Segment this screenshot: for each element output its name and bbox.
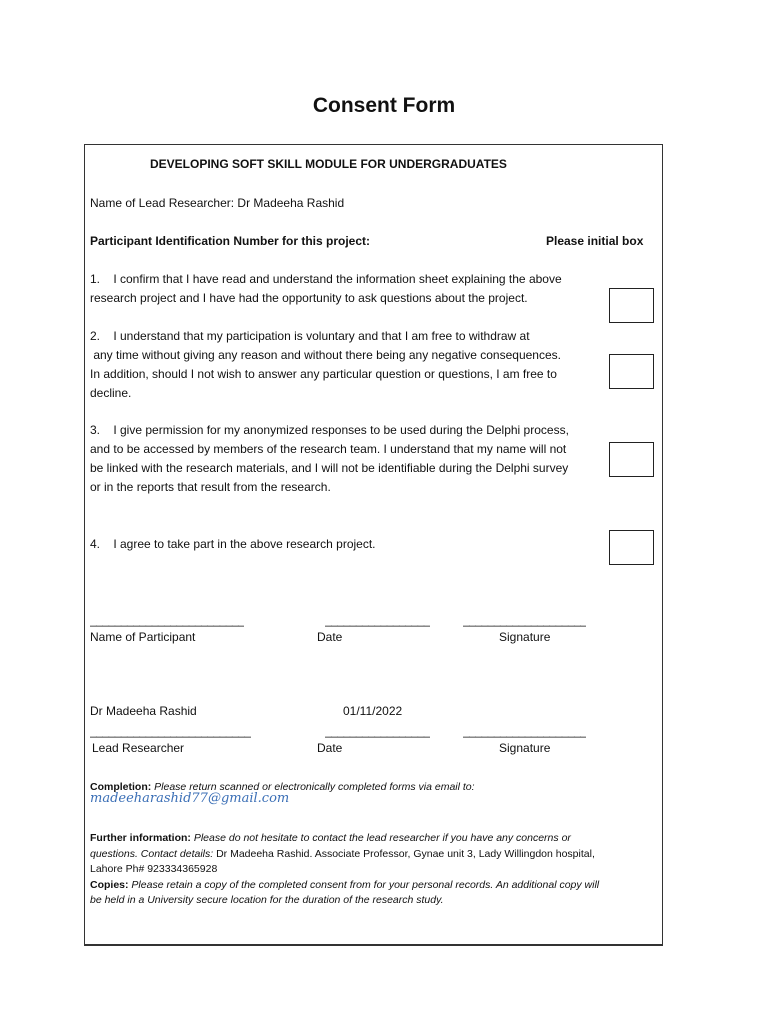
copies-label: Copies: [90, 879, 129, 891]
statement-2-line-2: any time without giving any reason and without there being any negative consequences. [90, 348, 561, 362]
completion-email-link[interactable]: madeeharashid77@gmail.com [90, 791, 290, 806]
lead-researcher-name: Name of Lead Researcher: Dr Madeeha Rashid [90, 196, 345, 210]
completion-label: Completion: [90, 781, 152, 793]
researcher-name-line: __________________________ [90, 724, 251, 738]
researcher-date-value: 01/11/2022 [343, 704, 403, 718]
participant-signature-label: Signature [499, 630, 551, 644]
researcher-date-line: _________________ [325, 724, 430, 738]
further-info-line-1 [90, 830, 571, 846]
initial-box-2[interactable] [609, 354, 654, 389]
initial-box-label: Please initial box [546, 234, 644, 248]
further-info-line-2 [90, 846, 595, 862]
copies-text-1: Please retain a copy of the completed consent from for your personal records. An additional copy will [128, 879, 600, 891]
statement-3-line-2: and to be accessed by members of the research team. I understand that my name will not [90, 442, 567, 456]
participant-name-line[interactable]: _________________________ [90, 613, 245, 627]
further-info-text-1: Please do not hesitate to contact the lead researcher if you have any concerns or [190, 832, 571, 844]
completion-text: Please return scanned or electronically completed forms via email to: [151, 781, 475, 793]
form-title: Consent Form [312, 94, 456, 117]
copies-line-1 [90, 877, 599, 893]
statement-2-line-1: 2. I understand that my participation is voluntary and that I am free to withdraw at [90, 329, 530, 343]
copies-line-2: be held in a University secure location for the duration of the research study. [90, 894, 444, 906]
researcher-signature-line[interactable]: ____________________ [463, 724, 587, 738]
researcher-signature-label: Signature [499, 741, 551, 755]
statement-2-line-3: In addition, should I not wish to answer any particular question or questions, I am free to [90, 367, 557, 381]
statement-3-line-3: be linked with the research materials, and I will not be identifiable during the Delphi survey [90, 461, 569, 475]
researcher-name-value: Dr Madeeha Rashid [90, 704, 197, 718]
statement-3-line-4: or in the reports that result from the research. [90, 480, 331, 494]
further-info-line-3: Lahore Ph# 923334365928 [90, 863, 218, 875]
statement-1-line-1: 1. I confirm that I have read and understand the information sheet explaining the above [90, 272, 562, 286]
researcher-role-label: Lead Researcher [92, 741, 185, 755]
further-info-text-2: questions. Contact details: [90, 848, 214, 860]
study-title: DEVELOPING SOFT SKILL MODULE FOR UNDERGRADUATES [150, 157, 507, 171]
participant-name-label: Name of Participant [90, 630, 196, 644]
participant-date-line[interactable]: _________________ [325, 613, 430, 627]
statement-3-line-1: 3. I give permission for my anonymized responses to be used during the Delphi process, [90, 423, 569, 437]
participant-date-label: Date [317, 630, 343, 644]
participant-signature-line[interactable]: ____________________ [463, 613, 587, 627]
participant-id-label: Participant Identification Number for this project: [90, 234, 371, 248]
further-info-contact: Dr Madeeha Rashid. Associate Professor, Gynae unit 3, Lady Willingdon hospital, [213, 848, 595, 860]
statement-1-line-2: research project and I have had the opportunity to ask questions about the project. [90, 291, 528, 305]
statement-2-line-4: decline. [90, 386, 132, 400]
initial-box-3[interactable] [609, 442, 654, 477]
initial-box-4[interactable] [609, 530, 654, 565]
researcher-date-label: Date [317, 741, 343, 755]
statement-4-line-1: 4. I agree to take part in the above research project. [90, 537, 376, 551]
initial-box-1[interactable] [609, 288, 654, 323]
further-info-label: Further information: [90, 832, 191, 844]
